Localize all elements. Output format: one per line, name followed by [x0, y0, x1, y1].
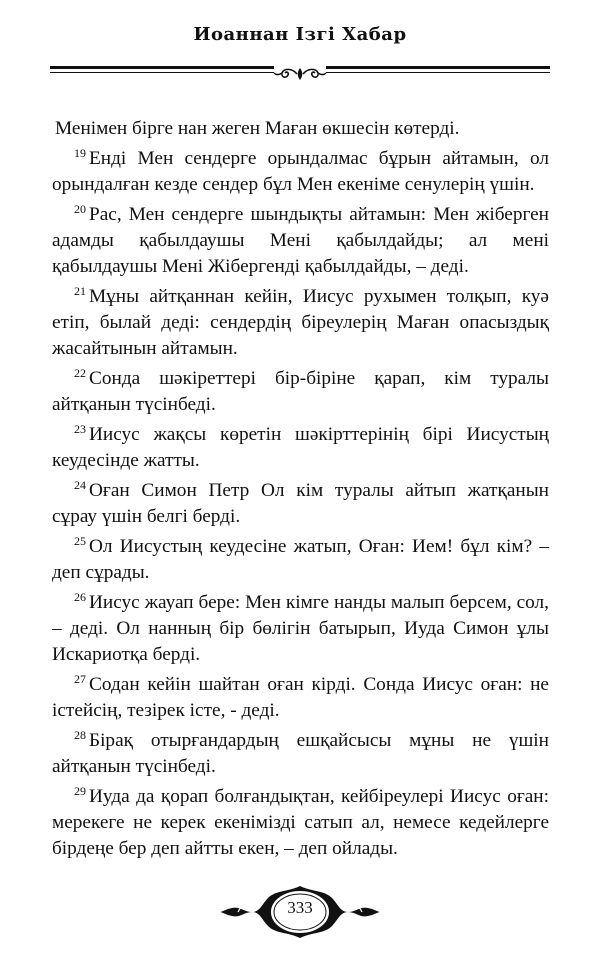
verse-text: Енді Мен сендерге орындалмас бұрын айтамын, ол орындалған кезде сендер бұл Мен екеніме сенулерің үшін. [52, 148, 549, 195]
verse-paragraph [52, 422, 549, 474]
verse-text: Бірақ отырғандардың ешқайсысы мұны не үшін айтқанын түсінбеді. [52, 730, 549, 777]
running-header-title: Иоаннан Ізгі Хабар [193, 24, 407, 45]
verse-text: Иисус жауап бере: Мен кімге нанды малып берсем, сол, – деді. Ол нанның бір бөлігін батырып, Иуда Симон ұлы Искариотқа берді. [52, 592, 549, 665]
verse-number: 27 [74, 671, 86, 686]
verse-number: 25 [74, 533, 86, 548]
verse-paragraph [52, 284, 549, 362]
verse-paragraph [52, 672, 549, 724]
verse-paragraph [52, 366, 549, 418]
page-body-text [52, 116, 549, 866]
verse-text: Ол Иисустың кеудесіне жатып, Оған: Ием! бұл кім? – деп сұрады. [52, 536, 549, 583]
verse-number: 23 [74, 421, 86, 436]
verse-paragraph [52, 590, 549, 668]
verse-paragraph [52, 478, 549, 530]
verse-number: 21 [74, 283, 86, 298]
verse-paragraph [52, 146, 549, 198]
verse-text: Иуда да қорап болғандықтан, кейбіреулері Иисус оған: мерекеге не керек екенімізді сатып ал, немесе кедейлерге бірдеңе бер деп айтты екен, – деп ойлады. [52, 786, 549, 859]
verse-number: 29 [74, 783, 86, 798]
verse-paragraph [52, 728, 549, 780]
verse-number: 20 [74, 201, 86, 216]
verse-number: 24 [74, 477, 86, 492]
verse-text: Оған Симон Петр Ол кім туралы айтып жатқанын сұрау үшін белгі берді. [52, 480, 549, 527]
verse-text: Сонда шәкіреттері бір-біріне қарап, кім туралы айтқанын түсінбеді. [52, 368, 549, 415]
verse-paragraph [52, 534, 549, 586]
verse-number: 28 [74, 727, 86, 742]
verse-text: Рас, Мен сендерге шындықты айтамын: Мен жіберген адамды қабылдаушы Мені қабылдайды; ал мені қабылдаушы Мені Жібергенді қабылдайды, – деді. [52, 204, 549, 277]
verse-text: Содан кейін шайтан оған кірді. Сонда Иисус оған: не істейсің, тезірек істе, - деді. [52, 674, 549, 721]
verse-number: 19 [74, 145, 86, 160]
verse-paragraph [52, 116, 549, 142]
scroll-ornament-icon [270, 62, 330, 86]
verse-text: Иисус жақсы көретін шәкірттерінің бірі Иисустың кеудесінде жатты. [52, 424, 549, 471]
verse-number: 22 [74, 365, 86, 380]
verse-text: Менімен бірге нан жеген Маған өкшесін көтерді. [55, 118, 460, 139]
verse-text: Мұны айтқаннан кейін, Иисус рухымен толқып, куә етіп, былай деді: сендердің біреулерің Маған опасыздық жасайтынын айтамын. [52, 286, 549, 359]
verse-number: 26 [74, 589, 86, 604]
verse-paragraph [52, 784, 549, 862]
page-number: 333 [287, 898, 313, 917]
verse-paragraph [52, 202, 549, 280]
